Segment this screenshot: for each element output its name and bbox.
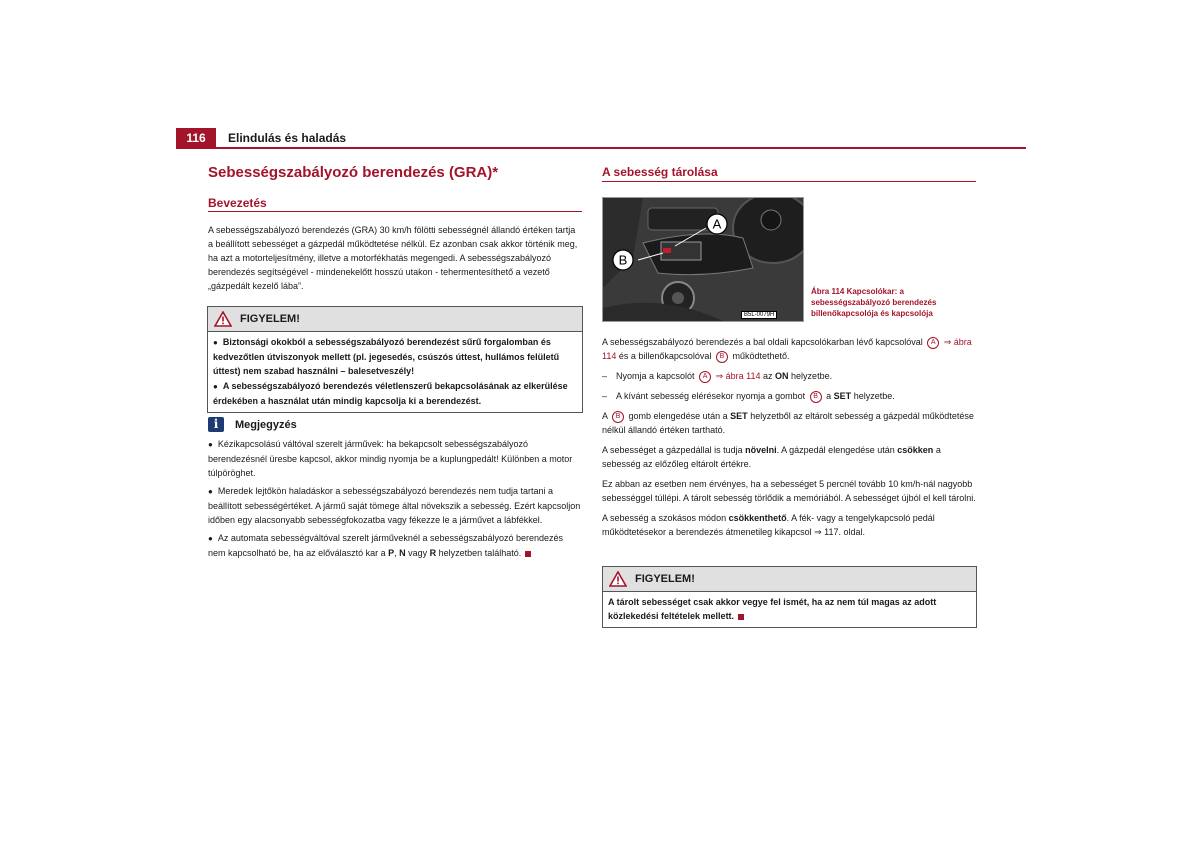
warning-body: A tárolt sebességet csak akkor vegye fel ismét, ha az nem túl magas az adott közlekedési feltételek mellett. — [608, 597, 937, 621]
warning-item: ● Biztonsági okokból a sebességszabályozó berendezést sűrű forgalomban és kedvezőtlen útviszonyok mellett (pl. jegesedés, csúszós úttest, hullámos felületű úttest) nem szabad használni – balesetveszély! — [213, 337, 560, 376]
marker-a-icon: A — [699, 371, 711, 383]
paragraph: A sebességet a gázpedállal is tudja növelni. A gázpedál elengedése után csökken a sebesség az előzőleg eltárolt értékre. — [602, 445, 941, 469]
figure-label-a: A — [712, 216, 722, 232]
note-header — [208, 417, 297, 432]
figure-114-image — [602, 197, 804, 322]
end-of-section-icon — [525, 551, 531, 557]
paragraph: A sebesség a szokásos módon csökkenthető. A fék- vagy a tengelykapcsoló pedál működtetésekor a berendezés átmenetileg kikapcsol ⇒ 117. oldal. — [602, 513, 935, 537]
figure-reference-link[interactable]: ⇒ ábra 114 — [602, 337, 972, 361]
bullet-icon: ● — [213, 338, 218, 347]
section-title: Sebességszabályozó berendezés (GRA)* — [208, 164, 499, 181]
warning-title: FIGYELEM! — [240, 313, 300, 325]
note-body — [208, 437, 582, 564]
marker-b-icon: B — [810, 391, 822, 403]
warning-item: ● A sebességszabályozó berendezés véletlenszerű bekapcsolásának az elkerülése érdekében a használat után mindig kapcsolja ki a berendezést. — [213, 381, 568, 406]
end-of-section-icon — [738, 614, 744, 620]
subsection-rule — [602, 181, 976, 182]
figure-code: B5L-0079H — [741, 311, 777, 319]
figure-label-b: B — [618, 252, 628, 268]
info-icon: i — [208, 417, 224, 432]
warning-header — [603, 567, 976, 592]
subsection-rule — [208, 211, 582, 212]
warning-box — [602, 566, 977, 628]
note-item: ● Kézikapcsolású váltóval szerelt járművek: ha bekapcsolt sebességszabályozó berendezésnél üresbe kapcsol, akkor mindig nyomja be a kuplungpedált! Különben a motor túlpöröghet. — [208, 439, 573, 478]
subsection-title-storage: A sebesség tárolása — [602, 165, 718, 179]
warning-header — [208, 307, 582, 332]
bullet-icon: ● — [213, 382, 218, 391]
paragraph: A sebességszabályozó berendezés a bal oldali kapcsolókarban lévő kapcsolóval A ⇒ ábra 114 és a billenőkapcsolóval B működtethető. — [602, 337, 972, 361]
step-item: – Nyomja a kapcsolót A ⇒ ábra 114 az ON helyzetbe. — [602, 371, 833, 381]
chapter-title: Elindulás és haladás — [228, 131, 347, 145]
subsection-title-intro: Bevezetés — [208, 196, 267, 210]
warning-box — [207, 306, 583, 413]
marker-b-icon: B — [612, 411, 624, 423]
page-number: 116 — [176, 128, 216, 148]
paragraph: Ez abban az esetben nem érvényes, ha a sebességet 5 percnél tovább 10 km/h-nál nagyobb sebességgel túllépi. A tárolt sebesség törlődik a memóriából. A sebességet újból el kell tárolni. — [602, 479, 976, 503]
paragraph: A B gomb elengedése után a SET helyzetből az eltárolt sebesség a gázpedál működtetése nélkül állandó értéken tartható. — [602, 411, 974, 435]
steering-column-illustration — [603, 198, 803, 321]
note-item: ● Meredek lejtőkön haladáskor a sebességszabályozó berendezés nem tudja tartani a beállított sebességértéket. A jármű saját tömege által növekszik a sebesség. Ezért kapcsoljon időben egy alacsonyabb sebességfokozatba vagy fékezze le a járművet a lábfékkel. — [208, 486, 581, 525]
figure-caption: Ábra 114 Kapcsolókar: a sebességszabályozó berendezés billenőkapcsolója és kapcsolója — [811, 287, 937, 318]
figure-reference-link[interactable]: ⇒ ábra 114 — [715, 371, 761, 381]
note-item: ● Az automata sebességváltóval szerelt járműveknél a sebességszabályozó berendezés nem kapcsolható be, ha az előválasztó kar a P, N vagy R helyzetben található. — [208, 533, 564, 558]
bullet-icon: ● — [208, 534, 213, 543]
bullet-icon: ● — [208, 487, 213, 496]
intro-paragraph: A sebességszabályozó berendezés (GRA) 30 km/h fölötti sebességnél állandó értéken tartja a beállított sebességet a gázpedál működtetése nélkül. Ez azonban csak akkor történik meg, ha azt a motorteljesítmény, illetve a motorfékhatás megengedi. A sebességszabályozó berendezés segítségével - mindenekelőtt hosszú utakon - tehermentesíthető a vezető „gázpedált kezelő lába”. — [208, 225, 578, 291]
bullet-icon: ● — [208, 440, 213, 449]
marker-b-icon: B — [716, 351, 728, 363]
warning-title: FIGYELEM! — [635, 573, 695, 585]
warning-body — [208, 332, 582, 412]
storage-text — [602, 335, 977, 545]
marker-a-icon: A — [927, 337, 939, 349]
note-title: Megjegyzés — [235, 418, 297, 431]
warning-triangle-icon — [214, 311, 232, 327]
step-item: – A kívánt sebesség elérésekor nyomja a gombot B a SET helyzetbe. — [602, 391, 895, 401]
header-rule — [176, 147, 1026, 149]
warning-triangle-icon — [609, 571, 627, 587]
